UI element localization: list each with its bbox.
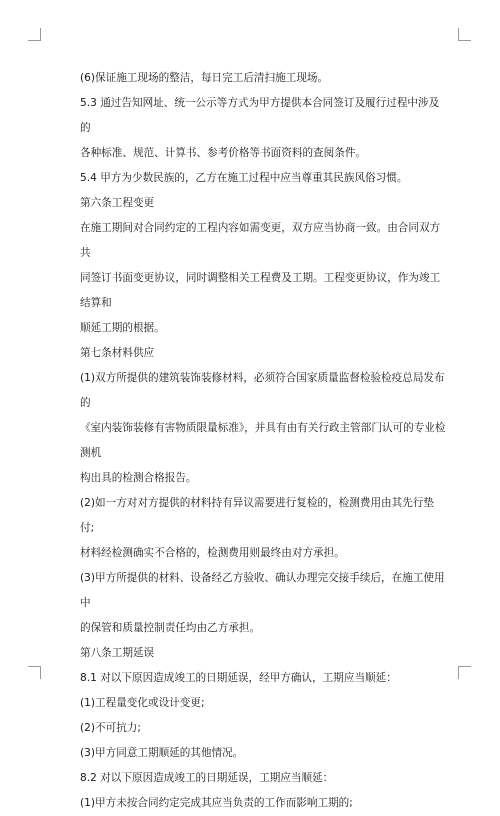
heading-article-6: 第六条工程变更 bbox=[80, 197, 155, 209]
paragraph-material-1: (1)双方所提供的建筑装饰装修材料，必须符合国家质量监督检验检疫总局发布的 《室内装饰装修有害物质限量标准》，并具有由有关行政主管部门认可的专业检测机 构出具的检测合格报告。 bbox=[80, 372, 446, 484]
list-item-8-1-2: (2)不可抗力; bbox=[80, 722, 141, 734]
crop-mark-top-left bbox=[28, 28, 41, 41]
paragraph-material-2: (2)如一方对对方提供的材料持有异议需要进行复检的，检测费用由其先行垫付; 材料经检测确实不合格的，检测费用则最终由对方承担。 bbox=[80, 497, 435, 559]
heading-article-7: 第七条材料供应 bbox=[80, 347, 155, 359]
paragraph-8-2: 8.2 对以下原因造成竣工的日期延误，工期应当顺延： bbox=[80, 772, 334, 784]
paragraph-5-3: 5.3 通过告知网址、统一公示等方式为甲方提供本合同签订及履行过程中涉及的 各种标准、规范、计算书、参考价格等书面资料的查阅条件。 bbox=[80, 97, 440, 159]
paragraph-material-3: (3)甲方所提供的材料、设备经乙方验收、确认办理完交接手续后，在施工使用中 的保管和质量控制责任均由乙方承担。 bbox=[80, 572, 445, 634]
paragraph-change: 在施工期间对合同约定的工程内容如需变更，双方应当协商一致。由合同双方共 同签订书面变更协议，同时调整相关工程费及工期。工程变更协议，作为竣工结算和 顺延工期的根据。 bbox=[80, 222, 441, 334]
crop-mark-bottom-left bbox=[28, 666, 41, 679]
list-item-8-1-3: (3)甲方同意工期顺延的其他情况。 bbox=[80, 747, 244, 759]
document-page bbox=[80, 66, 446, 816]
crop-mark-top-right bbox=[458, 28, 471, 41]
crop-mark-bottom-right bbox=[458, 666, 471, 679]
paragraph-clause-6: (6)保证施工现场的整洁，每日完工后清扫施工现场。 bbox=[80, 72, 329, 84]
list-item-8-1-1: (1)工程量变化或设计变更; bbox=[80, 697, 205, 709]
list-item-8-2-1: (1)甲方未按合同约定完成其应当负责的工作而影响工期的; bbox=[80, 797, 353, 809]
heading-article-8: 第八条工期延误 bbox=[80, 647, 155, 659]
paragraph-5-4: 5.4 甲方为少数民族的，乙方在施工过程中应当尊重其民族风俗习惯。 bbox=[80, 172, 408, 184]
paragraph-8-1: 8.1 对以下原因造成竣工的日期延误，经甲方确认，工期应当顺延： bbox=[80, 672, 397, 684]
